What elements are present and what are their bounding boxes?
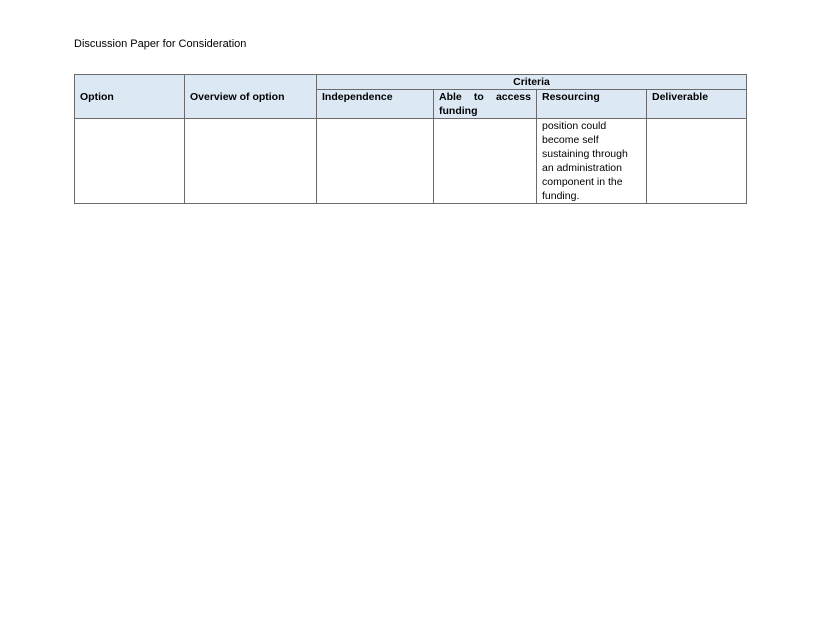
column-header-resourcing: Resourcing: [537, 90, 647, 119]
cell-deliverable: [647, 119, 747, 204]
column-header-option: Option: [75, 75, 185, 119]
cell-independence: [317, 119, 434, 204]
column-header-independence: Independence: [317, 90, 434, 119]
document-header: Discussion Paper for Consideration: [74, 38, 247, 50]
options-criteria-table: [74, 74, 747, 204]
cell-able-to-access-funding: [434, 119, 537, 204]
cell-resourcing: [537, 119, 647, 204]
column-group-header-criteria: Criteria: [317, 75, 747, 90]
table-header-row-group: [75, 75, 747, 90]
cell-overview: [185, 119, 317, 204]
column-header-deliverable: Deliverable: [647, 90, 747, 119]
column-header-able-to-access-funding: Able to access funding: [434, 90, 537, 119]
column-header-overview: Overview of option: [185, 75, 317, 119]
cell-option: [75, 119, 185, 204]
cell-resourcing-text: position could become self sustaining through an administration component in the funding.: [542, 120, 628, 202]
table-row: [75, 119, 747, 204]
